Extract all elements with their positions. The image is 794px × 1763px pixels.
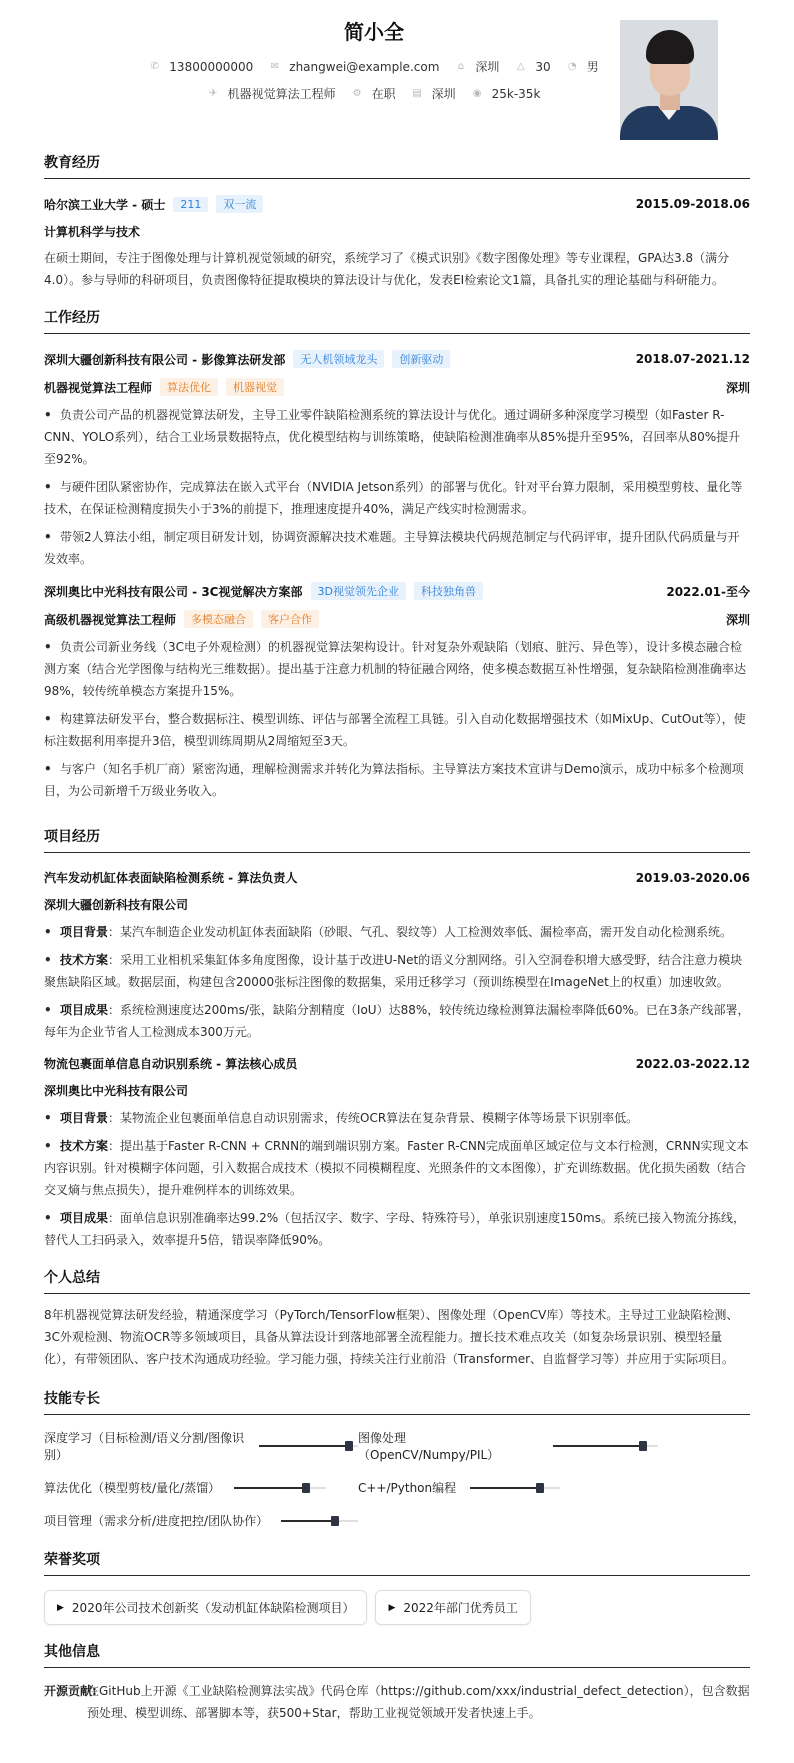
project-company: 深圳奥比中光科技有限公司 — [44, 1084, 189, 1098]
company-name: 深圳奥比中光科技有限公司 - 3C视觉解决方案部 — [44, 584, 303, 599]
skill-level-knob — [345, 1441, 353, 1451]
section-title: 项目经历 — [44, 826, 750, 853]
skill-name: 算法优化（模型剪枝/量化/蒸馏） — [44, 1481, 221, 1495]
work-bullet: • 负责公司产品的机器视觉算法研发，主导工业零件缺陷检测系统的算法设计与优化。通过调研多种深度学习模型（如Faster R-CNN、YOLO系列），结合工业场景数据特点，优化模型结构与训练策略，使缺陷检测准确率从85%提升至95%，召回率从80%提升至92%。 — [44, 408, 741, 466]
award-text: 2022年部门优秀员工 — [403, 1601, 518, 1615]
email-text: zhangwei@example.com — [289, 59, 440, 74]
phone-item — [149, 60, 253, 74]
summary-text: 8年机器视觉算法研发经验，精通深度学习（PyTorch/TensorFlow框架）、图像处理（OpenCV库）等技术。主导过工业缺陷检测、3C外观检测、物流OCR等多领域项目，具备从算法设计到落地部署全流程能力。擅长技术难点攻关（如复杂场景识别、模型轻量化），有带领团队、客户技术沟通成功经验。学习能力强，持续关注行业前沿（Transformer、自监督学习等）并应用于实际项目。 — [44, 1308, 739, 1366]
company-tag: 3D视觉领先企业 — [311, 582, 406, 600]
role-title: 高级机器视觉算法工程师 — [44, 612, 177, 627]
project-header-row — [44, 1055, 750, 1072]
caret-right-icon: ▶ — [57, 1602, 64, 1613]
award-item[interactable] — [375, 1590, 530, 1625]
project-name: 物流包裹面单信息自动识别系统 - 算法核心成员 — [44, 1057, 298, 1071]
skill-item — [44, 1479, 358, 1496]
residence-text: 深圳 — [475, 60, 500, 74]
photo-hair-shape — [646, 30, 694, 64]
education-description: 在硕士期间，专注于图像处理与计算机视觉领域的研究，系统学习了《模式识别》《数字图像处理》等专业课程，GPA达3.8（满分4.0）。参与导师的科研项目，负责图像特征提取模块的算法设计与优化，发表EI检索论文1篇，具备扎实的理论基础与科研能力。 — [44, 251, 730, 287]
skill-level-bar — [281, 1520, 358, 1522]
skill-level-knob — [331, 1516, 339, 1526]
candidate-name: 简小全 — [344, 20, 404, 44]
work-bullet: • 与硬件团队紧密协作，完成算法在嵌入式平台（NVIDIA Jetson系列）的部署与优化。针对平台算力限制，采用模型剪枝、量化等技术，在保证检测精度损失小于3%的前提下，推理速度提升40%，满足产线实时检测需求。 — [44, 480, 743, 516]
role-tag: 算法优化 — [160, 378, 218, 396]
project-bullets — [44, 1107, 750, 1251]
gender-item — [567, 58, 599, 75]
phone-text: 13800000000 — [169, 59, 254, 74]
age-item — [515, 60, 550, 74]
work-role-row — [44, 378, 750, 396]
phone-icon: ✆ — [150, 61, 159, 72]
work-role-row — [44, 610, 750, 628]
skill-level-knob — [536, 1483, 544, 1493]
project-name: 汽车发动机缸体表面缺陷检测系统 - 算法负责人 — [44, 871, 298, 885]
company-name: 深圳大疆创新科技有限公司 - 影像算法研发部 — [44, 352, 286, 367]
email-item — [269, 60, 439, 74]
project-bullets — [44, 921, 750, 1043]
project-bullet: • 项目背景：某汽车制造企业发动机缸体表面缺陷（砂眼、气孔、裂纹等）人工检测效率低、漏检率高，需开发自动化检测系统。 — [44, 925, 733, 939]
work-date: 2022.01-至今 — [666, 584, 750, 599]
project-bullet: • 项目成果：面单信息识别准确率达99.2%（包括汉字、数字、字母、特殊符号），单张识别速度150ms。系统已接入物流分拣线，替代人工扫码录入，效率提升5倍，错误率降低90%。 — [44, 1211, 745, 1247]
building-icon: ▤ — [412, 88, 422, 99]
skill-level-bar — [553, 1445, 658, 1447]
awards-list — [44, 1590, 750, 1625]
skill-level-knob — [302, 1483, 310, 1493]
work-date: 2018.07-2021.12 — [635, 352, 750, 366]
gender-icon: ◔ — [567, 61, 577, 72]
section-title: 工作经历 — [44, 307, 750, 334]
target-job-text: 机器视觉算法工程师 — [227, 87, 336, 101]
salary-icon: ◉ — [472, 88, 482, 99]
awards-section — [44, 1549, 750, 1625]
award-text: 2020年公司技术创新奖（发动机缸体缺陷检测项目） — [71, 1601, 355, 1615]
target-job-icon: ✈ — [208, 88, 218, 99]
target-city-item — [412, 85, 456, 102]
role-tag: 客户合作 — [261, 610, 319, 628]
summary-section — [44, 1267, 750, 1370]
work-bullets — [44, 636, 750, 802]
salary-item — [472, 87, 541, 101]
school-name: 哈尔滨工业大学 - 硕士 — [44, 197, 166, 212]
project-company: 深圳大疆创新科技有限公司 — [44, 898, 189, 912]
status-icon: ⚙ — [352, 88, 362, 99]
work-company-row — [44, 350, 750, 368]
skill-level-bar — [470, 1487, 560, 1489]
residence-item — [455, 58, 499, 75]
skill-name: 深度学习（目标检测/语义分割/图像识别） — [44, 1431, 245, 1462]
work-bullets — [44, 404, 750, 570]
intent-row — [44, 85, 704, 102]
other-text: 在GitHub上开源《工业缺陷检测算法实战》代码仓库（https://github.com/xxx/industrial_defect_detection），包含数据预处理、模型训练、部署脚本等，获500+Star，帮助工业视觉领域开发者快速上手。 — [87, 1684, 750, 1720]
status-text: 在职 — [371, 87, 396, 101]
award-item[interactable] — [44, 1590, 367, 1625]
other-label: 开源贡献: — [44, 1684, 97, 1698]
role-tag: 多模态融合 — [184, 610, 253, 628]
work-bullet: • 构建算法研发平台，整合数据标注、模型训练、评估与部署全流程工具链。引入自动化数据增强技术（如MixUp、CutOut等），使标注数据利用率提升3倍，模型训练周期从2周缩短至3天。 — [44, 712, 746, 748]
project-bullet: • 技术方案：采用工业相机采集缸体多角度图像，设计基于改进U-Net的语义分割网络。引入空洞卷积增大感受野，结合注意力模块聚焦缺陷区域。数据层面，构建包含20000张标注图像的数据集，采用迁移学习（预训练模型在ImageNet上的权重）加速收敛。 — [44, 953, 743, 989]
skill-level-knob — [639, 1441, 647, 1451]
work-city: 深圳 — [725, 380, 750, 395]
caret-right-icon: ▶ — [388, 1602, 396, 1613]
target-city-text: 深圳 — [431, 87, 456, 101]
project-header-row — [44, 869, 750, 886]
role-title: 机器视觉算法工程师 — [44, 380, 153, 395]
projects-section — [44, 826, 750, 1251]
section-title: 荣誉奖项 — [44, 1549, 750, 1576]
section-title: 技能专长 — [44, 1388, 750, 1415]
salary-text: 25k-35k — [491, 86, 541, 101]
company-tag: 创新驱动 — [392, 350, 450, 368]
skill-name: C++/Python编程 — [358, 1481, 457, 1495]
skill-item — [44, 1512, 358, 1529]
skill-name: 项目管理（需求分析/进度把控/团队协作） — [44, 1514, 269, 1528]
role-tag: 机器视觉 — [226, 378, 284, 396]
project-item — [44, 1055, 750, 1251]
status-item — [352, 85, 396, 102]
company-tag: 科技独角兽 — [414, 582, 483, 600]
education-section — [44, 152, 750, 291]
section-title: 教育经历 — [44, 152, 750, 179]
project-date: 2022.03-2022.12 — [635, 1056, 750, 1071]
work-bullet: • 负责公司新业务线（3C电子外观检测）的机器视觉算法架构设计。针对复杂外观缺陷（划痕、脏污、异色等），设计多模态融合检测方案（结合光学图像与结构光三维数据）。提出基于注意力机制的特征融合网络，使多模态数据互补性增强，复杂缺陷检测准确率达98%，较传统单模态方案提升15%。 — [44, 640, 747, 698]
age-icon: △ — [517, 61, 525, 72]
skill-level-bar — [259, 1445, 358, 1447]
education-header-row — [44, 195, 750, 213]
work-company-row — [44, 582, 750, 600]
profile-photo — [620, 20, 718, 140]
other-section — [44, 1641, 750, 1724]
major: 计算机科学与技术 — [44, 225, 141, 239]
mail-icon: ✉ — [270, 61, 279, 72]
section-title: 个人总结 — [44, 1267, 750, 1294]
skills-section — [44, 1388, 750, 1529]
company-tag: 无人机领域龙头 — [293, 350, 384, 368]
work-item — [44, 582, 750, 802]
school-tag: 211 — [173, 197, 208, 212]
project-bullet: • 项目成果：系统检测速度达200ms/张，缺陷分割精度（IoU）达88%，较传统边缘检测算法漏检率降低60%。已在3条产线部署，每年为企业节省人工检测成本300万元。 — [44, 1003, 750, 1039]
skill-level-bar — [234, 1487, 326, 1489]
skill-item — [358, 1429, 658, 1463]
project-bullet: • 项目背景：某物流企业包裹面单信息自动识别需求，传统OCR算法在复杂背景、模糊字体等场景下识别率低。 — [44, 1111, 639, 1125]
skill-item — [44, 1429, 358, 1463]
contact-row — [44, 58, 704, 75]
target-job-item — [208, 85, 336, 102]
resume-header — [44, 0, 750, 148]
skills-grid — [44, 1429, 750, 1529]
skill-item — [358, 1479, 658, 1496]
home-icon: ⌂ — [457, 61, 465, 72]
project-item — [44, 869, 750, 1043]
section-title: 其他信息 — [44, 1641, 750, 1668]
project-bullet: • 技术方案：提出基于Faster R-CNN + CRNN的端到端识别方案。Faster R-CNN完成面单区域定位与文本行检测，CRNN实现文本内容识别。针对模糊字体问题，引入数据合成技术（模拟不同模糊程度、光照条件的文本图像），扩充训练数据。优化损失函数（结合交叉熵与焦点损失），提升难例样本的训练效果。 — [44, 1139, 749, 1197]
work-bullet: • 与客户（知名手机厂商）紧密沟通，理解检测需求并转化为算法指标。主导算法方案技术宣讲与Demo演示，成功中标多个检测项目，为公司新增千万级业务收入。 — [44, 762, 744, 798]
other-item — [44, 1680, 750, 1724]
education-date: 2015.09-2018.06 — [635, 197, 750, 211]
work-section — [44, 307, 750, 802]
skill-name: 图像处理（OpenCV/Numpy/PIL） — [358, 1431, 500, 1462]
school-tag: 双一流 — [216, 195, 263, 213]
project-date: 2019.03-2020.06 — [635, 870, 750, 885]
work-city: 深圳 — [725, 612, 750, 627]
age-text: 30 — [535, 59, 551, 74]
work-bullet: • 带领2人算法小组，制定项目研发计划，协调资源解决技术难题。主导算法模块代码规范制定与代码评审，提升团队代码质量与开发效率。 — [44, 530, 740, 566]
work-item — [44, 350, 750, 570]
gender-text: 男 — [586, 60, 599, 74]
